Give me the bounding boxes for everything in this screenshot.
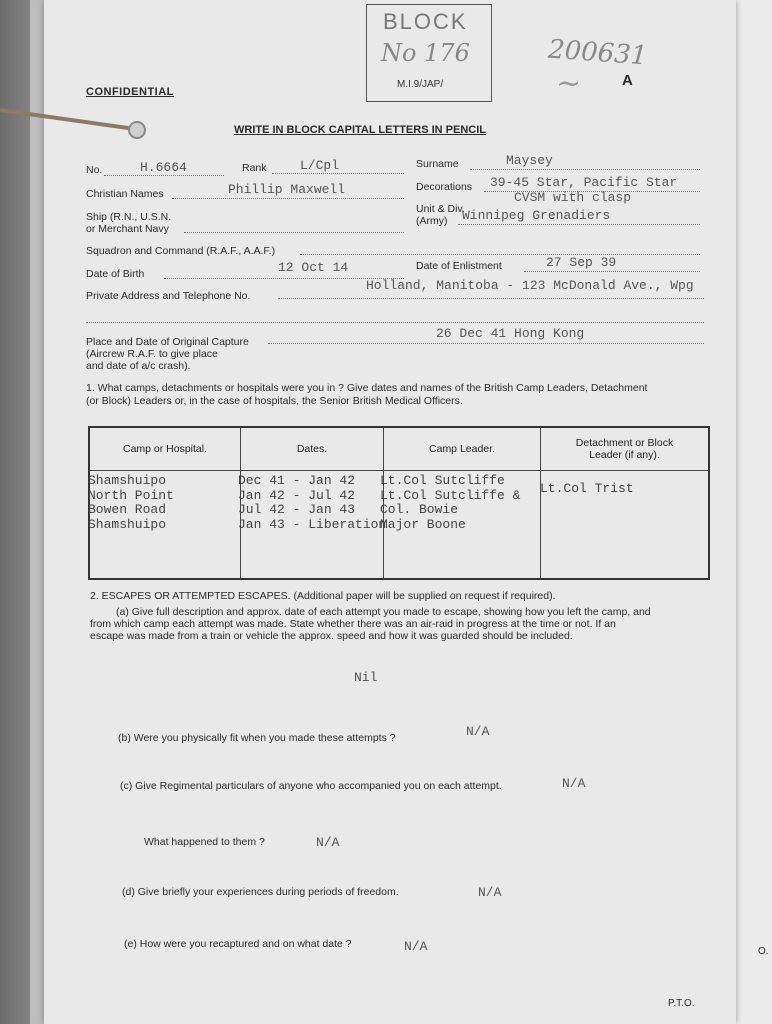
question-2a-line-2: from which camp each attempt was made. State whether there was an air-raid in progress at the time or not. If an bbox=[90, 618, 616, 630]
stamp-ref: M.I.9/JAP/ bbox=[397, 79, 444, 90]
ship-label-2: or Merchant Navy bbox=[86, 223, 169, 235]
no-label: No. bbox=[86, 164, 103, 176]
question-1-line-1: 1. What camps, detachments or hospitals were you in ? Give dates and names of the British Camp Leaders, Detachment bbox=[86, 382, 648, 394]
ship-line bbox=[184, 232, 404, 233]
enlistment-value: 27 Sep 39 bbox=[546, 255, 617, 270]
detachment-list: Lt.Col Trist bbox=[540, 481, 634, 496]
question-1-line-2: (or Block) Leaders or, in the case of hospitals, the Senior British Medical Officers. bbox=[86, 395, 463, 407]
question-2a-line-3: escape was made from a train or vehicle the approx. speed and how it was guarded should be included. bbox=[90, 630, 573, 642]
squadron-line bbox=[300, 254, 700, 255]
decorations-value-2: CVSM with clasp bbox=[514, 190, 632, 205]
leaders-list: Lt.Col Sutcliffe Lt.Col Sutcliffe & Col. Bowie Major Boone bbox=[380, 473, 521, 532]
answer-2b: N/A bbox=[466, 724, 490, 739]
capture-label-1: Place and Date of Original Capture bbox=[86, 336, 249, 348]
rank-line bbox=[272, 173, 404, 174]
capture-label-2: (Aircrew R.A.F. to give place bbox=[86, 348, 218, 360]
rank-label: Rank bbox=[242, 162, 267, 174]
capture-line bbox=[268, 343, 704, 344]
header-detachment-line-1: Detachment or Block bbox=[575, 437, 674, 449]
handwritten-initials: ~ bbox=[556, 66, 582, 101]
surname-value: Maysey bbox=[506, 153, 553, 168]
christian-names-line bbox=[172, 198, 404, 199]
address-line-1 bbox=[278, 298, 704, 299]
question-2b: (b) Were you physically fit when you made these attempts ? bbox=[118, 732, 396, 744]
dates-list: Dec 41 - Jan 42 Jan 42 - Jul 42 Jul 42 - Jan 43 Jan 43 - Liberation bbox=[238, 473, 387, 532]
block-stamp bbox=[366, 4, 492, 102]
punch-hole bbox=[128, 121, 146, 139]
answer-2d: N/A bbox=[478, 885, 502, 900]
question-2a-line-1: (a) Give full description and approx. date of each attempt you made to escape, showing how you left the camp, and bbox=[116, 606, 651, 618]
header-detachment-line-2: Leader (if any). bbox=[589, 449, 660, 461]
answer-2e: N/A bbox=[404, 939, 428, 954]
squadron-label: Squadron and Command (R.A.F., A.A.F.) bbox=[86, 245, 276, 257]
category-letter: A bbox=[622, 72, 633, 89]
handwritten-number: 200631 bbox=[547, 34, 649, 72]
table-header-row bbox=[89, 427, 709, 471]
unit-label-2: (Army) bbox=[416, 215, 448, 227]
header-camp-leader: Camp Leader. bbox=[384, 427, 541, 471]
unit-line bbox=[458, 224, 700, 225]
header-detachment bbox=[541, 427, 710, 471]
ship-label-1: Ship (R.N., U.S.N. bbox=[86, 211, 172, 223]
christian-names-label: Christian Names bbox=[86, 188, 164, 200]
surname-line bbox=[470, 169, 700, 170]
unit-label-1: Unit & Div. bbox=[416, 203, 465, 215]
capture-value: 26 Dec 41 Hong Kong bbox=[436, 326, 585, 341]
pto-label: P.T.O. bbox=[668, 998, 695, 1009]
rank-value: L/Cpl bbox=[300, 158, 340, 173]
decorations-value-1: 39-45 Star, Pacific Star bbox=[490, 175, 678, 190]
stamp-block-text: BLOCK bbox=[383, 9, 468, 34]
no-line bbox=[104, 175, 224, 176]
question-2c: (c) Give Regimental particulars of anyone who accompanied you on each attempt. bbox=[120, 780, 502, 792]
edge-text: O. bbox=[758, 946, 769, 957]
stamp-number: No 176 bbox=[381, 39, 470, 67]
question-2e: (e) How were you recaptured and on what date ? bbox=[124, 938, 352, 950]
address-line-2 bbox=[86, 322, 704, 323]
unit-value: Winnipeg Grenadiers bbox=[462, 208, 611, 223]
header-camp: Camp or Hospital. bbox=[89, 427, 241, 471]
answer-2c: N/A bbox=[562, 776, 586, 791]
no-value: H.6664 bbox=[140, 160, 187, 175]
header-dates: Dates. bbox=[241, 427, 384, 471]
question-2-title: 2. ESCAPES OR ATTEMPTED ESCAPES. (Additional paper will be supplied on request if required). bbox=[90, 590, 556, 602]
answer-2a: Nil bbox=[354, 670, 378, 685]
surname-label: Surname bbox=[416, 158, 459, 170]
confidential-label: CONFIDENTIAL bbox=[86, 86, 174, 98]
christian-names-value: Phillip Maxwell bbox=[228, 182, 346, 197]
address-value: Holland, Manitoba - 123 McDonald Ave., Wpg bbox=[366, 278, 694, 293]
dob-value: 12 Oct 14 bbox=[278, 260, 349, 275]
dob-label: Date of Birth bbox=[86, 268, 145, 280]
answer-2c-followup: N/A bbox=[316, 835, 340, 850]
enlistment-line bbox=[524, 271, 700, 272]
question-2d: (d) Give briefly your experiences during periods of freedom. bbox=[122, 886, 399, 898]
question-2c-followup: What happened to them ? bbox=[144, 836, 265, 848]
form-instruction: WRITE IN BLOCK CAPITAL LETTERS IN PENCIL bbox=[234, 124, 486, 136]
capture-label-3: and date of a/c crash). bbox=[86, 360, 191, 372]
camps-list: Shamshuipo North Point Bowen Road Shamshuipo bbox=[88, 473, 174, 532]
address-label: Private Address and Telephone No. bbox=[86, 290, 251, 302]
enlistment-label: Date of Enlistment bbox=[416, 260, 502, 272]
decorations-label: Decorations bbox=[416, 181, 473, 193]
